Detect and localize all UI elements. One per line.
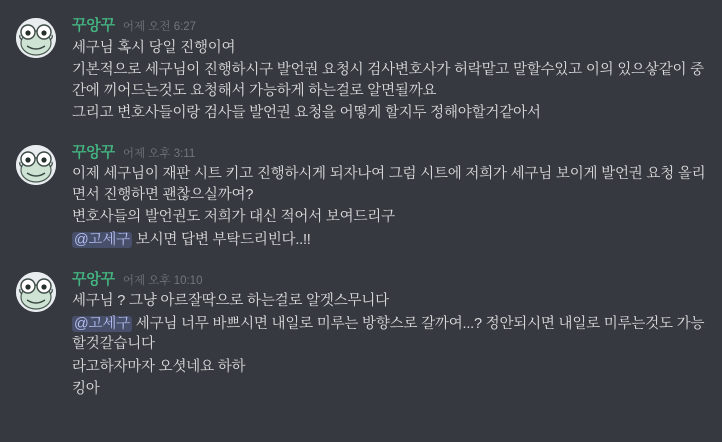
avatar-container[interactable] bbox=[16, 16, 56, 125]
message-line: 그리고 변호사들이랑 검사들 발언권 요청을 어떻게 할지두 정해야할거같아서 bbox=[72, 105, 541, 122]
message-author[interactable]: 꾸앙꾸 bbox=[72, 17, 115, 34]
message-line: 킹아 bbox=[72, 381, 100, 398]
user-mention[interactable]: @고세구 bbox=[74, 315, 130, 332]
message-group bbox=[0, 262, 722, 405]
message-line: 세구님 ? 그냥 아르잘딱으로 하는걸로 알겟스무니다 bbox=[72, 293, 389, 310]
message-content bbox=[72, 270, 706, 401]
message-content bbox=[72, 16, 706, 125]
message-line: 세구님 혹시 당일 진행이여 bbox=[72, 39, 236, 56]
user-mention[interactable]: @고세구 bbox=[74, 232, 130, 249]
avatar-container[interactable] bbox=[16, 270, 56, 401]
message-header bbox=[72, 16, 706, 36]
user-avatar-frog[interactable] bbox=[16, 145, 56, 185]
message-line-with-mention bbox=[72, 313, 706, 356]
message-header bbox=[72, 270, 706, 290]
message-timestamp: 어제 오후 10:10 bbox=[122, 274, 203, 287]
message-group bbox=[0, 8, 722, 129]
message-content bbox=[72, 143, 706, 252]
message-author[interactable]: 꾸앙꾸 bbox=[72, 143, 115, 161]
message-author[interactable]: 꾸앙꾸 bbox=[72, 270, 115, 288]
message-line: 변호사들의 발언권도 저희가 대신 적어서 보여드리구 bbox=[72, 209, 395, 226]
avatar-container[interactable] bbox=[16, 143, 56, 252]
user-avatar-frog[interactable] bbox=[16, 272, 56, 312]
user-avatar-frog[interactable] bbox=[16, 18, 56, 58]
message-group bbox=[0, 135, 722, 256]
message-line-with-mention bbox=[72, 229, 706, 252]
message-line-text: 세구님 너무 바쁘시면 내일로 미루는 방향스로 갈까여...? 정안되시면 내일로 미루는것도 가능할것갈습니다 bbox=[72, 315, 705, 353]
message-line: 기본적으로 세구님이 진행하시구 발언권 요청시 검사변호사가 허락맡고 말할수있고 이의 있으샇같이 중간에 끼어드는것도 요청해서 가능하게 하는걸로 알면될까요 bbox=[72, 62, 704, 99]
message-line-text: 보시면 답변 부탁드리빈다..!! bbox=[131, 232, 311, 249]
message-line: 이제 세구님이 재판 시트 키고 진행하시게 되자나여 그럼 시트에 저희가 세구님 보이게 발언권 요청 올리면서 진행하면 괜찮으실까여? bbox=[72, 166, 706, 203]
message-timestamp: 어제 오전 6:27 bbox=[122, 21, 197, 33]
message-timestamp: 어제 오후 3:11 bbox=[122, 147, 196, 160]
message-header bbox=[72, 143, 706, 163]
message-line: 라고하자마자 오셧네요 하하 bbox=[72, 358, 246, 375]
